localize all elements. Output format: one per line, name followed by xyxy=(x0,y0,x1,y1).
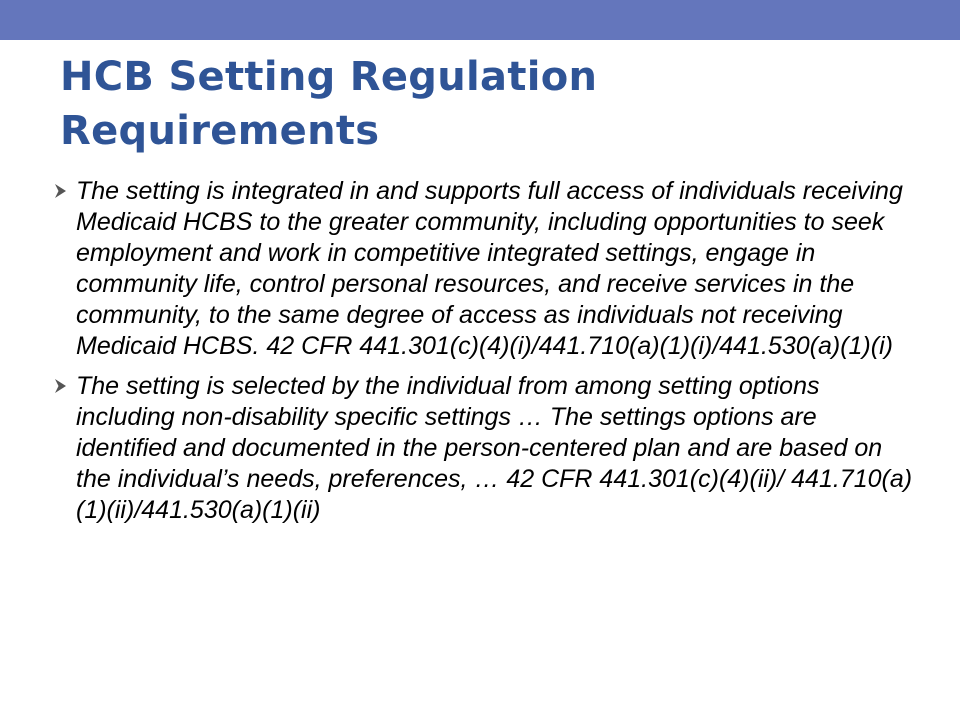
top-accent-bar xyxy=(0,0,960,40)
bullet-text: The setting is selected by the individual from among setting options including non-disability specific settings … The settings options are identified and documented in the person-centered plan and are based on the individual’s needs, preferences, … 42 CFR 441.301(c)(4)(ii)/ 441.710(a)(1)(ii)/441.530(a)(1)(ii) xyxy=(76,372,913,524)
slide-title: HCB Setting Regulation Requirements xyxy=(60,54,598,154)
bullet-list xyxy=(55,176,915,535)
bullet-item xyxy=(55,176,915,362)
arrow-bullet-icon xyxy=(55,379,66,393)
arrow-bullet-icon xyxy=(55,184,66,198)
bullet-item xyxy=(55,371,915,526)
bullet-text: The setting is integrated in and supports full access of individuals receiving Medicaid HCBS to the greater community, including opportunities to seek employment and work in competitive integrated settings, engage in community life, control personal resources, and receive services in the community, to the same degree of access as individuals not receiving Medicaid HCBS. 42 CFR 441.301(c)(4)(i)/441.710(a)(1)(i)/441.530(a)(1)(i) xyxy=(76,177,903,360)
